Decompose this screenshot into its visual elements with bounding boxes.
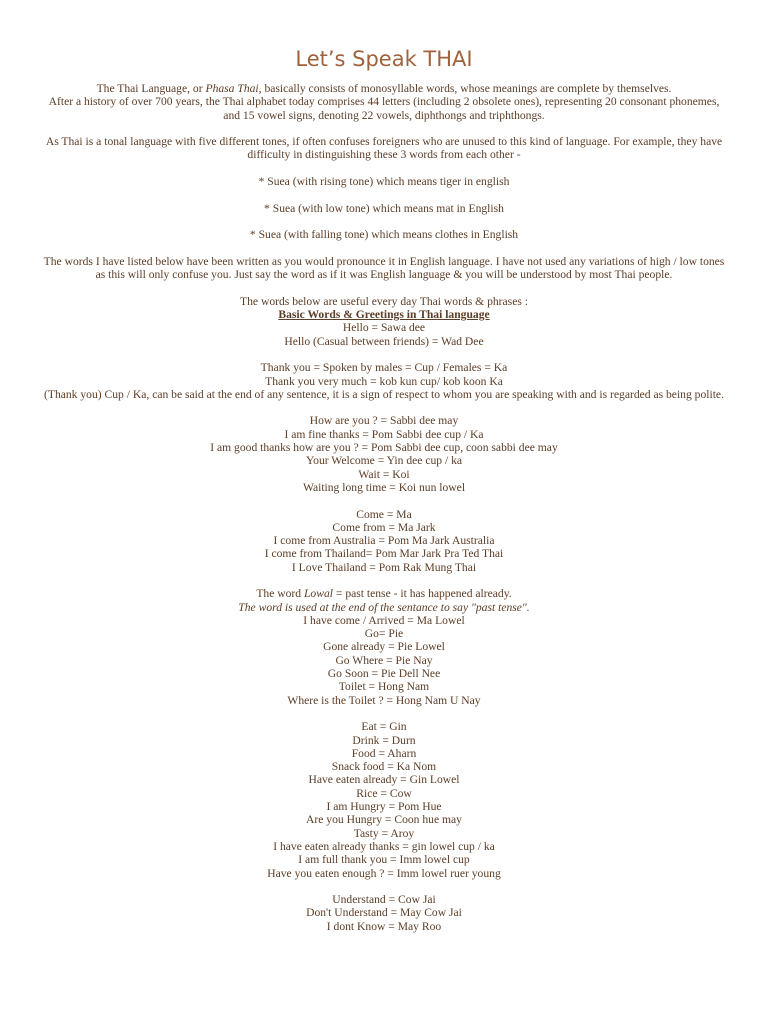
section-heading: Basic Words & Greetings in Thai language (278, 308, 490, 322)
intro-paragraph-3: The words I have listed below have been written as you would pronounce it in English language. I have not used any variations of high / low tones as this will only confuse you. Just say the word as if it was English language & you will be understood by most Thai people. (43, 254, 725, 282)
intro-paragraph-2: As Thai is a tonal language with five different tones, if often confuses foreigners who are unused to this kind of language. For example, they have difficulty in distinguishing these 3 words from each other - (45, 135, 723, 162)
phrase-line: Eat = Gin (361, 720, 407, 734)
suea-falling-line: * Suea (with falling tone) which means clothes in English (249, 228, 519, 242)
lowal-italic: Lowal (303, 587, 333, 601)
phrase-line: Have eaten already = Gin Lowel (308, 773, 460, 787)
phrase-line: How are you ? = Sabbi dee may (309, 414, 459, 428)
phrase-line: Tasty = Aroy (353, 826, 415, 840)
phrase-line: Understand = Cow Jai (332, 893, 436, 907)
phrase-line: Come from = Ma Jark (332, 520, 436, 534)
intro-text: The Thai Language, or (96, 82, 206, 95)
intro-text: , basically consists of monosyllable words, whose meanings are complete by themselves. (258, 82, 672, 95)
phrase-line: Go Soon = Pie Dell Nee (327, 667, 441, 681)
lowal-note: The word is used at the end of the sentance to say "past tense". (238, 600, 530, 614)
phrase-line: Have you eaten enough ? = Imm lowel ruer young (267, 866, 501, 880)
thanks-note: (Thank you) Cup / Ka, can be said at the end of any sentence, it is a sign of respect to whom you are speaking with and is regarded as being polite. (44, 387, 724, 401)
page-title: Let’s Speak THAI (295, 47, 473, 71)
phrase-line: Gone already = Pie Lowel (323, 640, 445, 654)
phrase-line: Drink = Durn (352, 733, 416, 747)
phrase-line: I come from Australia = Pom Ma Jark Australia (273, 534, 495, 548)
phrase-line: I dont Know = May Roo (326, 919, 442, 933)
phrase-line: Snack food = Ka Nom (331, 760, 437, 774)
phrase-line: Don't Understand = May Cow Jai (306, 906, 462, 920)
phrase-line: Waiting long time = Koi nun lowel (302, 480, 466, 494)
phrase-line: Go Where = Pie Nay (335, 653, 433, 667)
phrase-line: Food = Aharn (351, 746, 417, 760)
phrase-line: Your Welcome = Yin dee cup / ka (305, 454, 463, 468)
lowal-definition (40, 587, 728, 600)
phrase-line: I am full thank you = Imm lowel cup (298, 853, 470, 867)
phrase-line: Go= Pie (364, 627, 404, 641)
lowal-text: The word (256, 587, 304, 601)
phrase-line: I have eaten already thanks = gin lowel cup / ka (273, 839, 495, 853)
lowal-text: = past tense - it has happened already. (332, 587, 512, 601)
intro-paragraph-1 (40, 82, 728, 122)
phrase-line: Wait = Koi (358, 467, 410, 481)
phrase-line: Hello (Casual between friends) = Wad Dee (284, 334, 484, 348)
phrase-line: I Love Thailand = Pom Rak Mung Thai (291, 560, 477, 574)
phrase-line: I am good thanks how are you ? = Pom Sabbi dee cup, coon sabbi dee may (210, 441, 558, 455)
phrase-line: I come from Thailand= Pom Mar Jark Pra Ted Thai (264, 547, 504, 561)
phrase-line: I am Hungry = Pom Hue (326, 800, 442, 814)
suea-rising-line: * Suea (with rising tone) which means tiger in english (258, 175, 510, 189)
phrase-line: Are you Hungry = Coon hue may (306, 813, 462, 827)
phrase-line: Thank you = Spoken by males = Cup / Females = Ka (260, 361, 508, 375)
phrase-line: Where is the Toilet ? = Hong Nam U Nay (287, 693, 481, 707)
phrase-line: I have come / Arrived = Ma Lowel (303, 613, 465, 627)
suea-low-line: * Suea (with low tone) which means mat in English (264, 201, 504, 215)
document-page (40, 46, 728, 933)
phrase-line: Come = Ma (356, 507, 412, 521)
phrase-line: Hello = Sawa dee (342, 321, 426, 335)
phrase-line: I am fine thanks = Pom Sabbi dee cup / Ka (284, 427, 484, 441)
phrase-line: Rice = Cow (356, 786, 412, 800)
phrase-line: Toilet = Hong Nam (338, 680, 430, 694)
intro-text: After a history of over 700 years, the Thai alphabet today comprises 44 letters (including 2 obsolete ones), representing 20 consonant phonemes, and 15 vowel signs, denoting 22 vowels, diphthongs and triphthongs. (48, 95, 720, 122)
useful-words-line: The words below are useful every day Thai words & phrases : (240, 294, 528, 308)
phasa-thai-italic: Phasa Thai (205, 82, 259, 95)
phrase-line: Thank you very much = kob kun cup/ kob koon Ka (265, 374, 503, 388)
